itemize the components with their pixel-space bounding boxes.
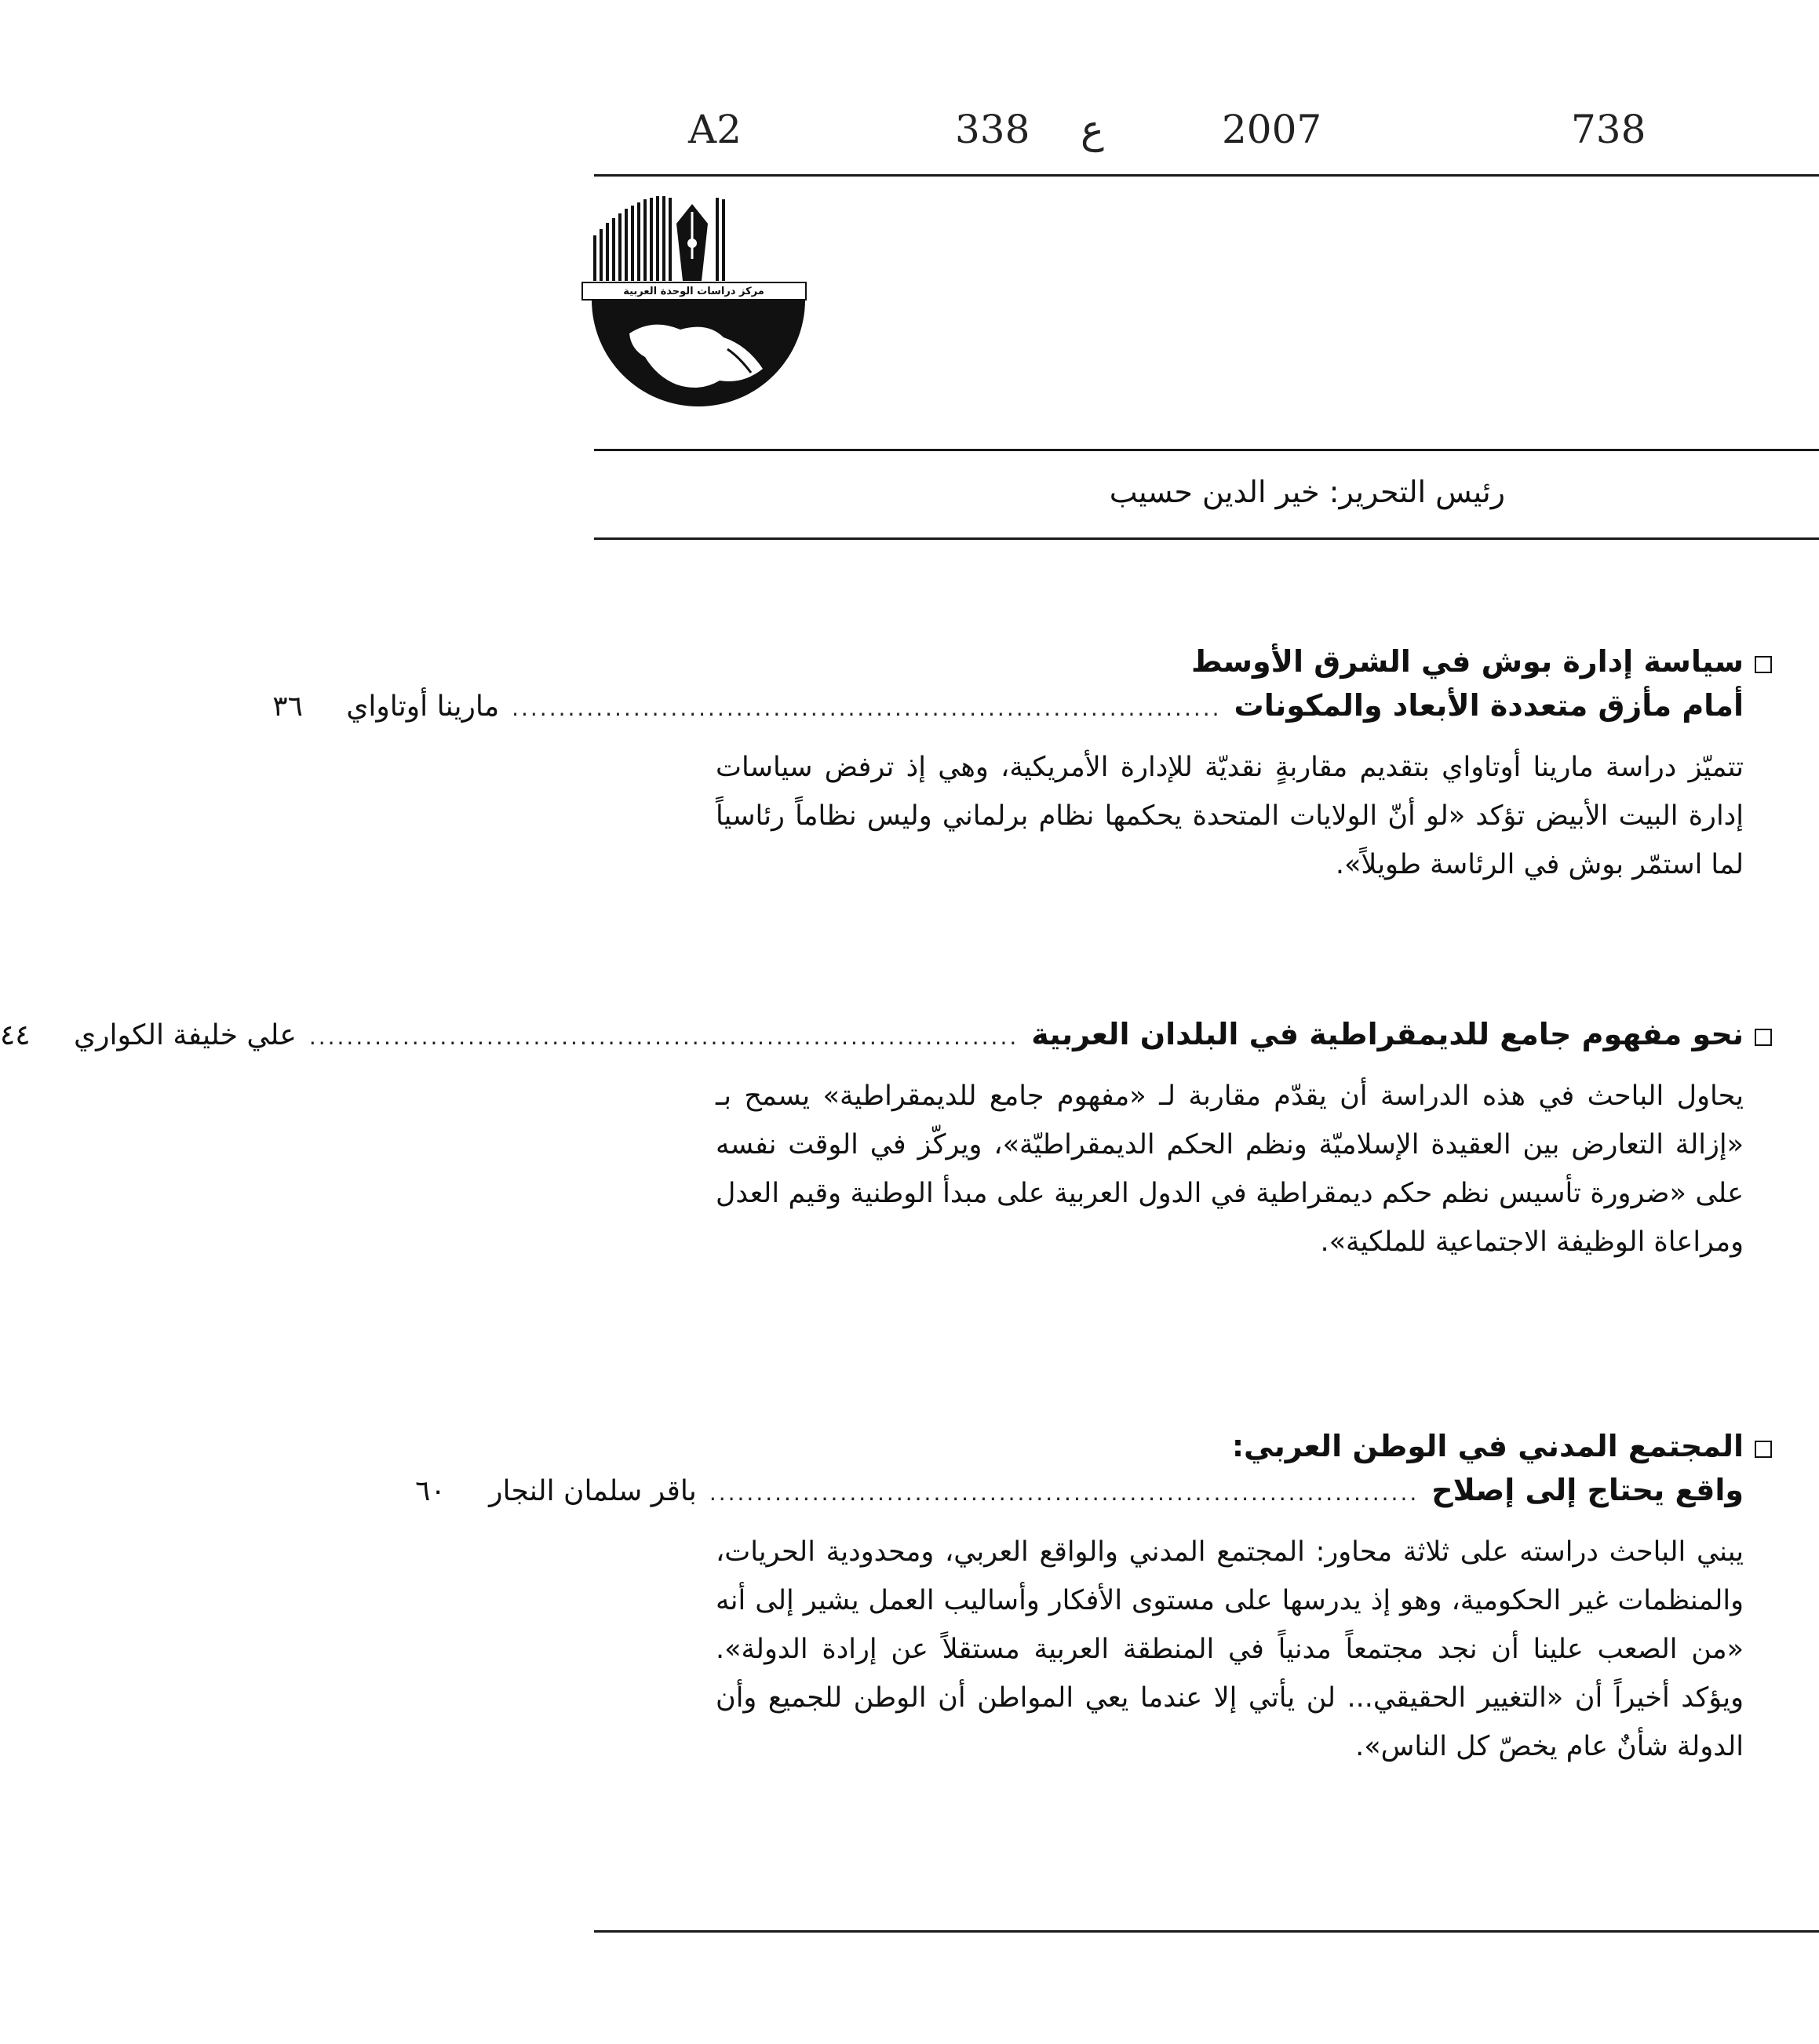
checkbox-icon [1755,1029,1772,1046]
article-title-line[interactable] [637,639,1772,683]
article-author: علي خليفة الكواري [73,1019,297,1051]
handwritten-note-738: 738 [1571,107,1646,152]
checkbox-icon [1755,1441,1772,1458]
logo-emblem-icon [582,188,810,424]
logo-text: مركز دراسات الوحدة العربية [623,286,764,297]
checkbox-icon [1755,656,1772,673]
top-rule [594,174,1819,177]
leader-dots: ............................................................................ [512,695,1222,721]
publisher-logo [582,188,810,424]
article-title: نحو مفهوم جامع للديمقراطية في البلدان العربية [1031,1017,1744,1051]
leader-dots: ............................................................................ [709,1480,1420,1506]
upper-divider [594,449,1819,451]
article-abstract: يبني الباحث دراسته على ثلاثة محاور: المجتمع المدني والواقع العربي، ومحدودية الحريات، والمنظمات غير الحكومية، وهو إذ يدرسها على مستوى الأفكار وأساليب العمل يشير إلى أنه «من الصعب علينا أن نجد مجتمعاً مدنياً في المنطقة العربية مستقلاً عن إرادة الدولة». ويؤكد أخيراً أن «التغيير الحقيقي... لن يأتي إلا عندما يعي المواطن أن الوطن للجميع وأن الدولة شأنٌ عام يخصّ كل الناس». [716,1536,1744,1762]
article-author: مارينا أوتاواي [346,690,500,723]
article-title: واقع يحتاج إلى إصلاح [1431,1473,1744,1507]
article-abstract: يحاول الباحث في هذه الدراسة أن يقدّم مقاربة لـ «مفهوم جامع للديمقراطية» يسمح بـ «إزالة التعارض بين العقيدة الإسلاميّة ونظم الحكم الديمقراطيّة»، ويركّز في الوقت نفسه على «ضرورة تأسيس نظم حكم ديمقراطية في الدول العربية على مبدأ الوطنية وقيم العدل ومراعاة الوظيفة الاجتماعية للملكية». [716,1080,1744,1258]
article-entry [272,639,1772,889]
handwritten-note-year: 2007 [1222,107,1322,152]
article-page-number: ٦٠ [415,1475,446,1507]
article-title: المجتمع المدني في الوطن العربي: [1231,1429,1744,1463]
article-page-number: ٣٦ [272,690,303,723]
handwritten-note-ain: ع [1081,107,1104,152]
article-page-number: ٤٤ [0,1019,31,1051]
article-title: سياسة إدارة بوش في الشرق الأوسط [1190,644,1744,679]
article-title-line[interactable] [0,1012,1772,1059]
article-author: باقر سلمان النجار [489,1475,697,1507]
article-title-line[interactable] [637,1424,1772,1468]
editor-divider [594,537,1819,540]
article-abstract: تتميّز دراسة مارينا أوتاواي بتقديم مقاربةٍ نقديّة للإدارة الأمريكية، وهي إذ ترفض سياسات إدارة البيت الأبيض تؤكد «لو أنّ الولايات المتحدة يحكمها نظام برلماني وليس نظاماً رئاسياً لما استمّر بوش في الرئاسة طويلاً». [716,752,1744,880]
handwritten-note-338: 338 [955,107,1030,152]
handwritten-note-a2: A2 [688,107,742,152]
bottom-rule [594,1930,1819,1933]
leader-dots: ............................................................................ [308,1024,1019,1050]
article-title: أمام مأزق متعددة الأبعاد والمكونات [1234,688,1744,723]
article-entry [415,1424,1772,1771]
article-title-line[interactable] [272,683,1772,731]
editor-in-chief-line: رئيس التحرير: خير الدين حسيب [1109,475,1505,509]
article-title-line[interactable] [415,1468,1772,1515]
article-entry [0,1012,1772,1266]
